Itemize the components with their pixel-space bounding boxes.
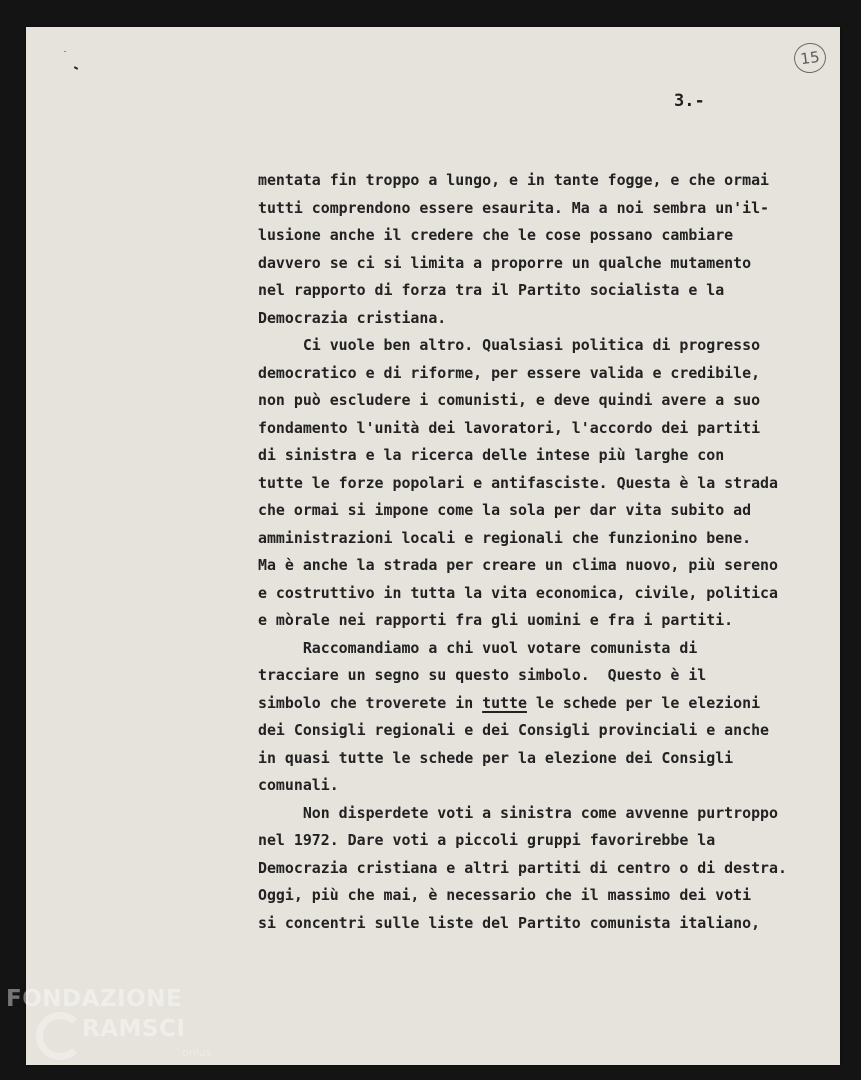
body-text (258, 167, 838, 937)
text-line: tutti comprendono essere esaurita. Ma a noi sembra un'il- (258, 198, 770, 217)
watermark-onlus: onlus (182, 1046, 212, 1059)
text-line: simbolo che troverete in tutte le schede per le elezioni (258, 693, 761, 712)
text-line: Democrazia cristiana. (258, 308, 447, 327)
document-page (26, 27, 840, 1065)
text-line: che ormai si impone come la sola per dar vita subito ad (258, 501, 752, 519)
text-line: nel rapporto di forza tra il Partito socialista e la (258, 281, 725, 299)
text-line: di sinistra e la ricerca delle intese più larghe con (258, 446, 725, 464)
text-line: lusione anche il credere che le cose possano cambiare (258, 226, 734, 244)
text-line: dei Consigli regionali e dei Consigli provinciali e anche (258, 721, 770, 739)
text-line: mentata fin troppo a lungo, e in tante fogge, e che ormai (258, 171, 770, 189)
text-line: Ci vuole ben altro. Qualsiasi politica di progresso (258, 336, 761, 354)
text-line: tracciare un segno su questo simbolo. Questo è il (258, 666, 707, 684)
archive-page-mark: 15 (792, 41, 828, 75)
watermark-line1: FONDAZIONE (6, 986, 183, 1012)
text-line: Democrazia cristiana e altri partiti di centro o di destra. (258, 858, 787, 877)
text-line: davvero se ci si limita a proporre un qualche mutamento (258, 253, 752, 272)
text-line: tutte le forze popolari e antifasciste. Questa è la strada (258, 473, 778, 492)
text-line: democratico e di riforme, per essere valida e credibile, (258, 363, 761, 382)
text-line: in quasi tutte le schede per la elezione dei Consigli (258, 748, 734, 767)
text-line: non può escludere i comunisti, e deve quindi avere a suo (258, 391, 761, 409)
text-line: Oggi, più che mai, è necessario che il massimo dei voti (258, 886, 752, 904)
text-line: amministrazioni locali e regionali che funzionino bene. (258, 528, 752, 547)
text-line: Ma è anche la strada per creare un clima nuovo, più sereno (258, 556, 778, 574)
text-line: si concentri sulle liste del Partito comunista italiano, (258, 913, 761, 932)
underlined-word: tutte (482, 693, 527, 712)
paper-speck (74, 66, 78, 70)
watermark-line2: RAMSCI (82, 1016, 186, 1042)
text-line: comunali. (258, 776, 339, 794)
text-line: fondamento l'unità dei lavoratori, l'accordo dei partiti (258, 418, 761, 437)
page-number: 3.- (674, 91, 705, 111)
text-line: Raccomandiamo a chi vuol votare comunista di (258, 638, 698, 657)
text-line: e mòrale nei rapporti fra gli uomini e fra i partiti. (258, 611, 734, 629)
text-line: nel 1972. Dare voti a piccoli gruppi favorirebbe la (258, 831, 716, 849)
text-line: e costruttivo in tutta la vita economica, civile, politica (258, 583, 778, 602)
text-line: Non disperdete voti a sinistra come avvenne purtroppo (258, 803, 778, 822)
paper-speck (64, 51, 66, 52)
